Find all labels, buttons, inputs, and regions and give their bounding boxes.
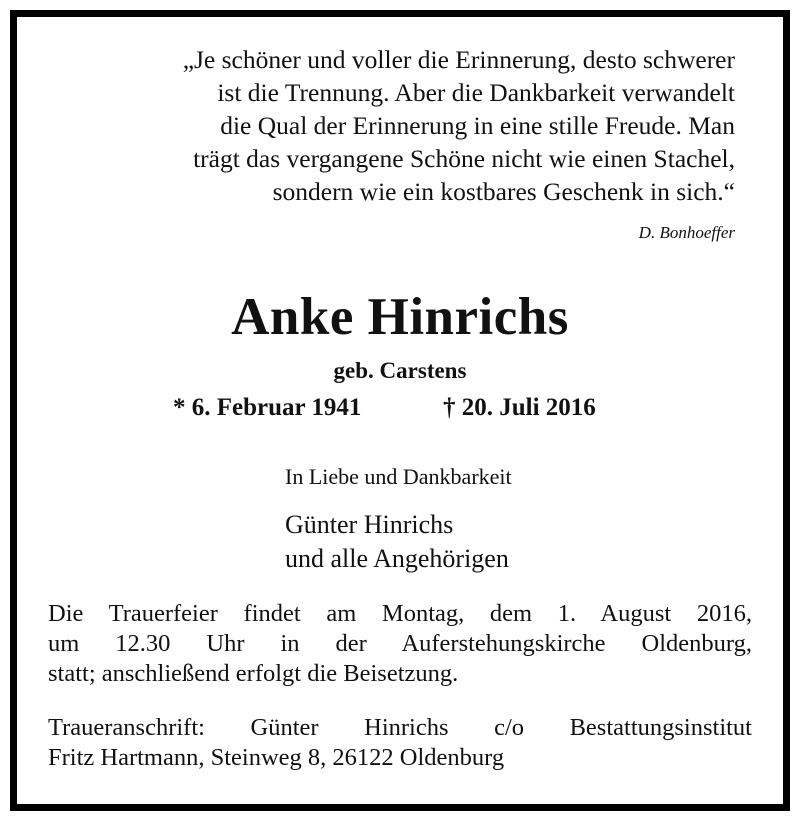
- mourner-name: und alle Angehörigen: [285, 544, 509, 573]
- deceased-name: Anke Hinrichs: [231, 288, 569, 346]
- address-line: Traueranschrift: Günter Hinrichs c/o Bestattungsinstitut: [48, 714, 752, 741]
- ceremony-line: Die Trauerfeier findet am Montag, dem 1. August 2016,: [48, 600, 752, 627]
- birth-date: * 6. Februar 1941: [173, 394, 362, 421]
- address-line: Fritz Hartmann, Steinweg 8, 26122 Oldenburg: [48, 744, 505, 771]
- quote-author: D. Bonhoeffer: [638, 223, 735, 242]
- obituary-frame: [10, 10, 790, 811]
- death-date: † 20. Juli 2016: [443, 394, 596, 421]
- ceremony-line: um 12.30 Uhr in der Auferstehungskirche Oldenburg,: [48, 630, 752, 657]
- birth-name: geb. Carstens: [333, 358, 467, 383]
- quote-line: ist die Trennung. Aber die Dankbarkeit verwandelt: [217, 78, 735, 107]
- ceremony-line: statt; anschließend erfolgt die Beisetzung.: [48, 660, 459, 687]
- quote-line: sondern wie ein kostbares Geschenk in sich.“: [272, 177, 735, 206]
- closing-phrase: In Liebe und Dankbarkeit: [285, 464, 512, 489]
- quote-line: die Qual der Erinnerung in eine stille Freude. Man: [220, 111, 735, 140]
- mourner-name: Günter Hinrichs: [285, 510, 454, 539]
- quote-line: „Je schöner und voller die Erinnerung, desto schwerer: [182, 45, 735, 74]
- quote-line: trägt das vergangene Schöne nicht wie einen Stachel,: [193, 144, 735, 173]
